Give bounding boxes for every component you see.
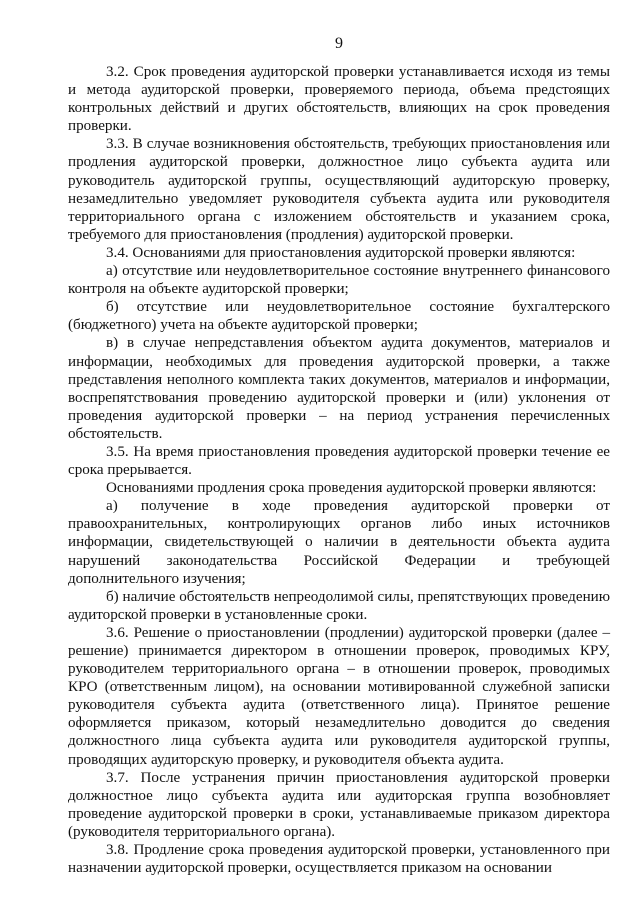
paragraph-3-5: 3.5. На время приостановления проведения аудиторской проверки течение ее срока прерывается. bbox=[68, 443, 610, 479]
list-item-3-4-b: б) отсутствие или неудовлетворительное состояние бухгалтерского (бюджетного) учета на объекте аудиторской проверки; bbox=[68, 299, 610, 334]
paragraph-extension-grounds: Основаниями продления срока проведения аудиторской проверки являются: bbox=[106, 480, 597, 497]
paragraph-3-3: 3.3. В случае возникновения обстоятельств, требующих приостановления или продления аудиторской проверки, должностное лицо субъекта аудита или руководитель аудиторской группы, осуществляющий аудиторскую проверку, незамедлительно уведомляет руководителя субъекта аудита или руководителя территориального органа с изложением обстоятельств и указанием срока, требуемого для приостановления (продления) аудиторской проверки. bbox=[68, 136, 610, 243]
paragraph-3-8: 3.8. Продление срока проведения аудиторской проверки, установленного при назначении аудиторской проверки, осуществляется приказом на основании bbox=[68, 842, 610, 877]
list-item-extension-b: б) наличие обстоятельств непреодолимой силы, препятствующих проведению аудиторской проверки в установленные сроки. bbox=[68, 588, 610, 623]
paragraph-3-6: 3.6. Решение о приостановлении (продлении) аудиторской проверки (далее – решение) принимается директором в отношении проверок, проводимых КРУ, руководителем территориального органа – в отношении проверок, проводимых КРО (ответственным лицом), на основании мотивированной служебной записки руководителя субъекта аудита (ответственного лица). Принятое решение оформляется приказом, который незамедлительно доводится до сведения должностного лица субъекта аудита или руководителя аудиторской группы, проводящих аудиторскую проверку, и руководителя объекта аудита. bbox=[68, 624, 610, 768]
list-item-extension-a: а) получение в ходе проведения аудиторской проверки от правоохранительных, контролирующих органов либо иных источников информации, свидетельствующей о наличии в деятельности объекта аудита нарушений законодательства Российской Федерации и требующей дополнительного изучения; bbox=[68, 498, 610, 587]
page-number: 9 bbox=[335, 35, 343, 52]
paragraph-3-2: 3.2. Срок проведения аудиторской проверки устанавливается исходя из темы и метода аудиторской проверки, проверяемого периода, объема предстоящих контрольных действий и других обстоятельств, влияющих на срок проведения проверки. bbox=[68, 64, 610, 135]
paragraph-3-7: 3.7. После устранения причин приостановления аудиторской проверки должностное лицо субъекта аудита или аудиторская группа возобновляет проведение аудиторской проверки в сроки, устанавливаемые приказом директора (руководителя территориального органа). bbox=[68, 769, 610, 840]
list-item-3-4-a: а) отсутствие или неудовлетворительное состояние внутреннего финансового контроля на объекте аудиторской проверки; bbox=[68, 263, 610, 298]
paragraph-3-4: 3.4. Основаниями для приостановления аудиторской проверки являются: bbox=[106, 244, 576, 261]
list-item-3-4-v: в) в случае непредставления объектом аудита документов, материалов и информации, необходимых для проведения аудиторской проверки, а также представления неполного комплекта таких документов, материалов и информации, воспрепятствования проведению аудиторской проверки и (или) уклонения от проведения аудиторской проверки – на период устранения перечисленных обстоятельств. bbox=[68, 335, 610, 442]
